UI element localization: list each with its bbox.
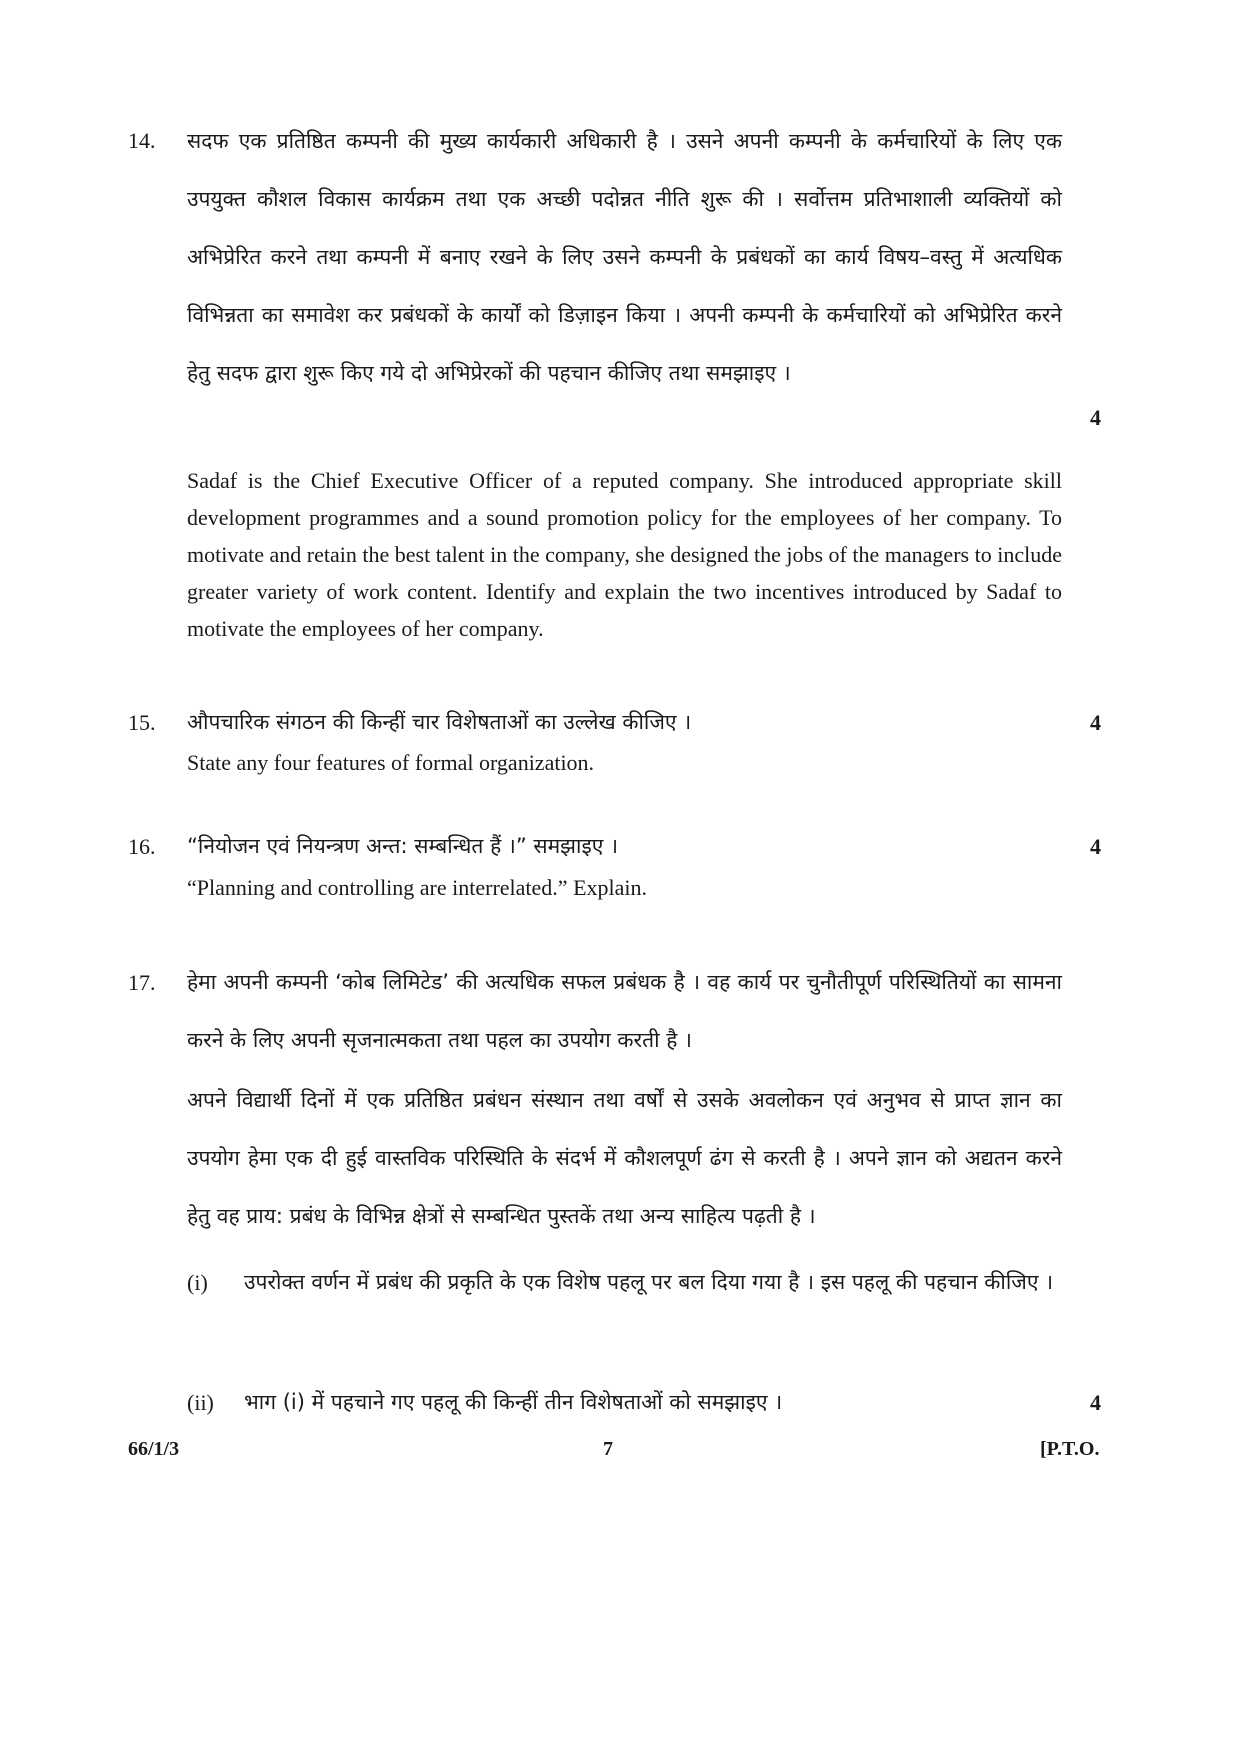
question-marks: 4 bbox=[1090, 710, 1101, 735]
subquestion-ii-text: भाग (i) में पहचाने गए पहलू की किन्हीं तीन विशेषताओं को समझाइए । bbox=[244, 1390, 783, 1414]
question-number: 16. bbox=[128, 834, 156, 859]
pto-label: [P.T.O. bbox=[1040, 1438, 1100, 1460]
question-number: 17. bbox=[128, 970, 156, 995]
question-number: 14. bbox=[128, 128, 156, 153]
subquestion-i-text: उपरोक्त वर्णन में प्रबंध की प्रकृति के एक विशेष पहलू पर बल दिया गया है । इस पहलू की पहचान कीजिए । bbox=[244, 1270, 1054, 1294]
subquestion-i-label: (i) bbox=[187, 1270, 208, 1295]
question-text-hindi: “नियोजन एवं नियन्त्रण अन्त: सम्बन्धित हैं ।” समझाइए । bbox=[187, 834, 619, 858]
question-marks: 4 bbox=[1090, 405, 1101, 430]
question-text-hindi-para1: हेमा अपनी कम्पनी ‘कोब लिमिटेड’ की अत्यधिक सफल प्रबंधक है । वह कार्य पर चुनौतीपूर्ण परिस्थितियों का सामना करने के लिए अपनी सृजनात्मकता तथा पहल का उपयोग करती है । bbox=[187, 970, 1062, 1052]
page-number: 7 bbox=[603, 1438, 613, 1460]
subquestion-ii-label: (ii) bbox=[187, 1390, 214, 1415]
question-text-hindi: सदफ एक प्रतिष्ठित कम्पनी की मुख्य कार्यकारी अधिकारी है । उसने अपनी कम्पनी के कर्मचारियों के लिए एक उपयुक्त कौशल विकास कार्यक्रम तथा एक अच्छी पदोन्नत नीति शुरू की । सर्वोत्तम प्रतिभाशाली व्यक्तियों को अभिप्रेरित करने तथा कम्पनी में बनाए रखने के लिए उसने कम्पनी के प्रबंधकों का कार्य विषय–वस्तु में अत्यधिक विभिन्नता का समावेश कर प्रबंधकों के कार्यों को डिज़ाइन किया । अपनी कम्पनी के कर्मचारियों को अभिप्रेरित करने हेतु सदफ द्वारा शुरू किए गये दो अभिप्रेरकों की पहचान कीजिए तथा समझाइए । bbox=[187, 129, 1062, 385]
question-marks: 4 bbox=[1090, 834, 1101, 859]
question-number: 15. bbox=[128, 710, 156, 735]
question-text-hindi: औपचारिक संगठन की किन्हीं चार विशेषताओं का उल्लेख कीजिए । bbox=[187, 710, 692, 734]
question-marks: 4 bbox=[1090, 1390, 1101, 1415]
question-text-english: “Planning and controlling are interrelated.” Explain. bbox=[187, 875, 648, 900]
question-text-hindi-para2: अपने विद्यार्थी दिनों में एक प्रतिष्ठित प्रबंधन संस्थान तथा वर्षों से उसके अवलोकन एवं अनुभव से प्राप्त ज्ञान का उपयोग हेमा एक दी हुई वास्तविक परिस्थिति के संदर्भ में कौशलपूर्ण ढंग से करती है । अपने ज्ञान को अद्यतन करने हेतु वह प्राय: प्रबंध के विभिन्न क्षेत्रों से सम्बन्धित पुस्तकें तथा अन्य साहित्य पढ़ती है । bbox=[187, 1088, 1062, 1228]
paper-code: 66/1/3 bbox=[128, 1438, 180, 1460]
question-text-english: Sadaf is the Chief Executive Officer of a reputed company. She introduced appropriate skill development programmes and a sound promotion policy for the employees of her company. To motivate and retain the best talent in the company, she designed the jobs of the managers to include greater variety of work content. Identify and explain the two incentives introduced by Sadaf to motivate the employees of her company. bbox=[187, 468, 1062, 641]
question-text-english: State any four features of formal organization. bbox=[187, 750, 595, 775]
